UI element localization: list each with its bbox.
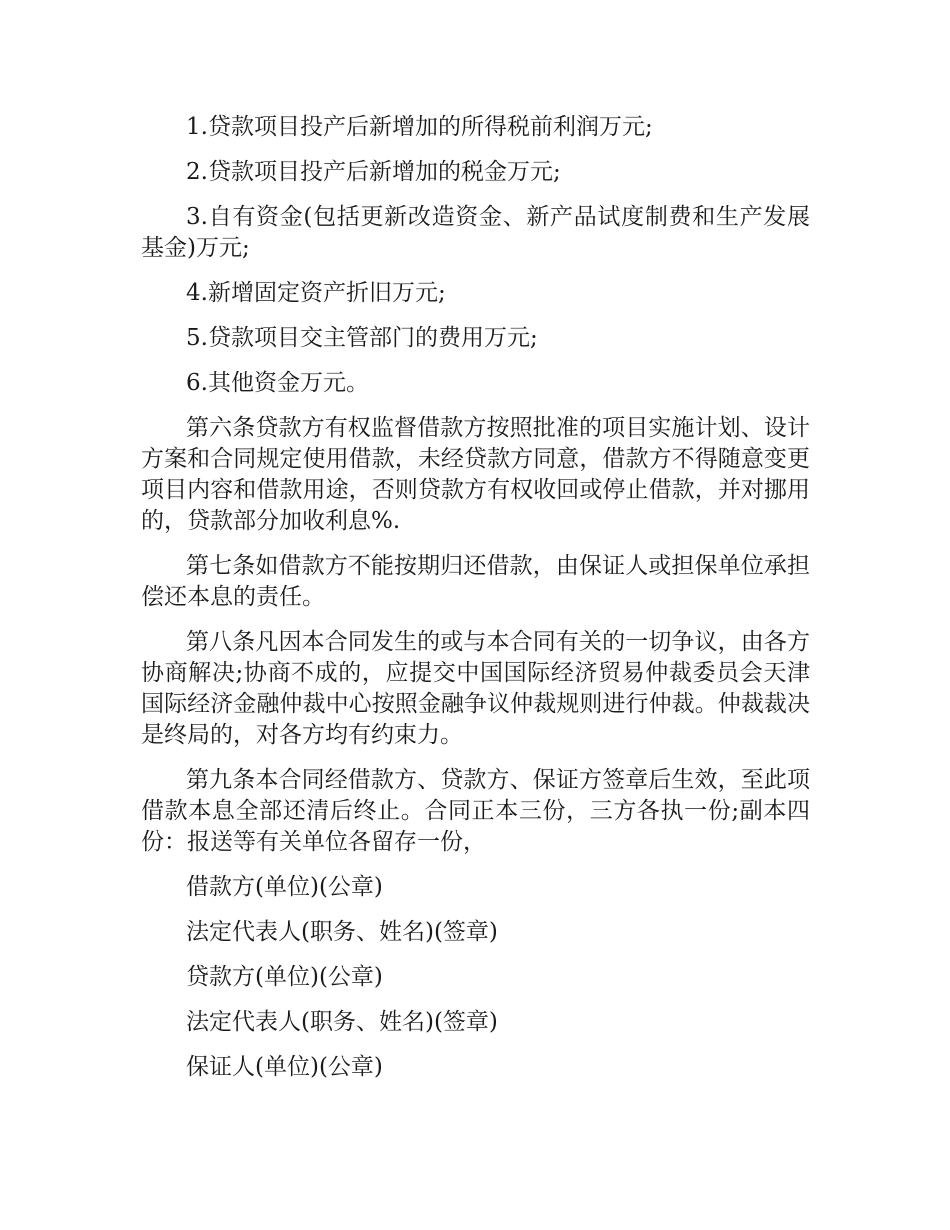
paragraph-item-2: 2.贷款项目投产后新增加的税金万元; [186,159,561,185]
paragraph-item-5: 5.贷款项目交主管部门的费用万元; [186,325,538,351]
article-8-paragraph: 第八条凡因本合同发生的或与本合同有关的一切争议，由各方协商解决;协商不成的，应提交中国国际经济贸易仲裁委员会天津国际经济金融仲裁中心按照金融争议仲裁规则进行仲裁。仲裁裁决是终局的，对各方均有约束力。 [141,629,810,748]
article-6-paragraph: 第六条贷款方有权监督借款方按照批准的项目实施计划、设计方案和合同规定使用借款，未经贷款方同意，借款方不得随意变更项目内容和借款用途，否则贷款方有权收回或停止借款，并对挪用的，贷款部分加收利息%. [141,415,810,534]
paragraph-item-4: 4.新增固定资产折旧万元; [186,280,446,306]
borrower-representative-line: 法定代表人(职务、姓名)(签章) [186,919,498,945]
borrower-signature-line: 借款方(单位)(公章) [186,874,383,900]
article-9-paragraph: 第九条本合同经借款方、贷款方、保证方签章后生效，至此项借款本息全部还清后终止。合同正本三份，三方各执一份;副本四份：报送等有关单位各留存一份， [141,767,810,855]
paragraph-item-3: 3.自有资金(包括更新改造资金、新产品试度制费和生产发展基金)万元; [141,204,810,261]
guarantor-signature-line: 保证人(单位)(公章) [186,1054,383,1080]
paragraph-item-1: 1.贷款项目投产后新增加的所得税前利润万元; [186,114,653,140]
article-7-paragraph: 第七条如借款方不能按期归还借款，由保证人或担保单位承担偿还本息的责任。 [141,553,810,610]
lender-representative-line: 法定代表人(职务、姓名)(签章) [186,1009,498,1035]
paragraph-item-6: 6.其他资金万元。 [186,370,369,396]
lender-signature-line: 贷款方(单位)(公章) [186,964,383,990]
